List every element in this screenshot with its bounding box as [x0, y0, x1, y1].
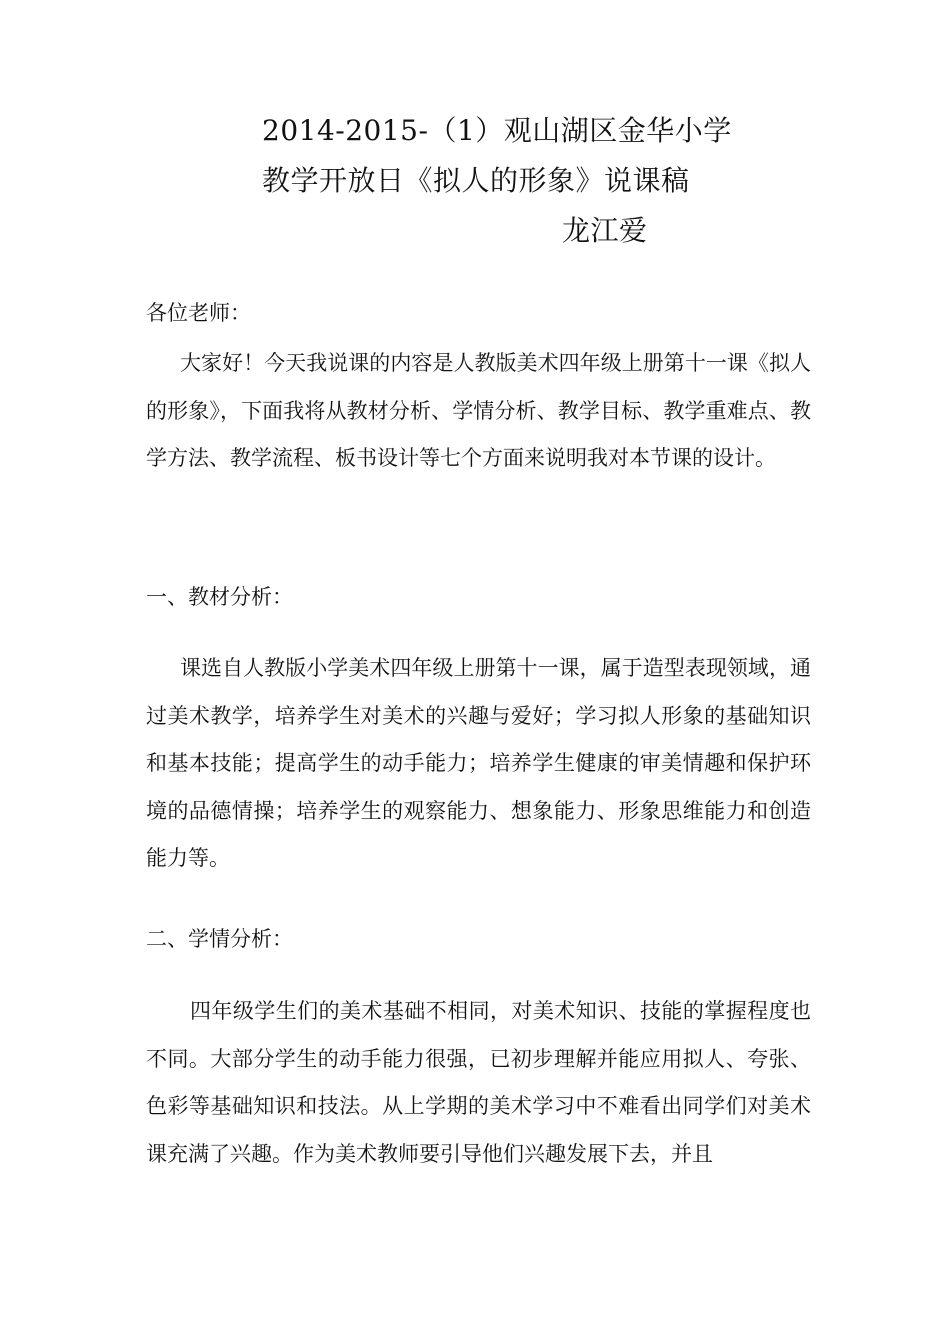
- section-paragraph-student-analysis: 四年级学生们的美术基础不相同，对美术知识、技能的掌握程度也不同。大部分学生的动手能力很强，已初步理解并能应用拟人、夸张、色彩等基础知识和技法。从上学期的美术学习中不难看出同学们对美术课充满了兴趣。作为美术教师要引导他们兴趣发展下去，并且: [146, 999, 811, 1166]
- greeting-text: 各位老师：: [146, 301, 251, 325]
- section-paragraph-textbook-analysis: 课选自人教版小学美术四年级上册第十一课，属于造型表现领域，通过美术教学，培养学生对美术的兴趣与爱好；学习拟人形象的基础知识和基本技能；提高学生的动手能力；培养学生健康的审美情趣和保护环境的品德情操；培养学生的观察能力、想象能力、形象思维能力和创造能力等。: [146, 656, 811, 870]
- section-heading-student-analysis: 二、学情分析：: [146, 927, 293, 951]
- document-title-line-1: 2014-2015-（1）观山湖区金华小学: [262, 114, 732, 147]
- document-title-line-2: 教学开放日《拟人的形象》说课稿: [262, 164, 690, 197]
- intro-paragraph: 大家好！今天我说课的内容是人教版美术四年级上册第十一课《拟人的形象》，下面我将从教材分析、学情分析、教学目标、教学重难点、教学方法、教学流程、板书设计等七个方面来说明我对本节课的设计。: [146, 351, 811, 470]
- author-name: 龙江爱: [562, 214, 648, 247]
- section-heading-textbook-analysis: 一、教材分析：: [146, 585, 293, 609]
